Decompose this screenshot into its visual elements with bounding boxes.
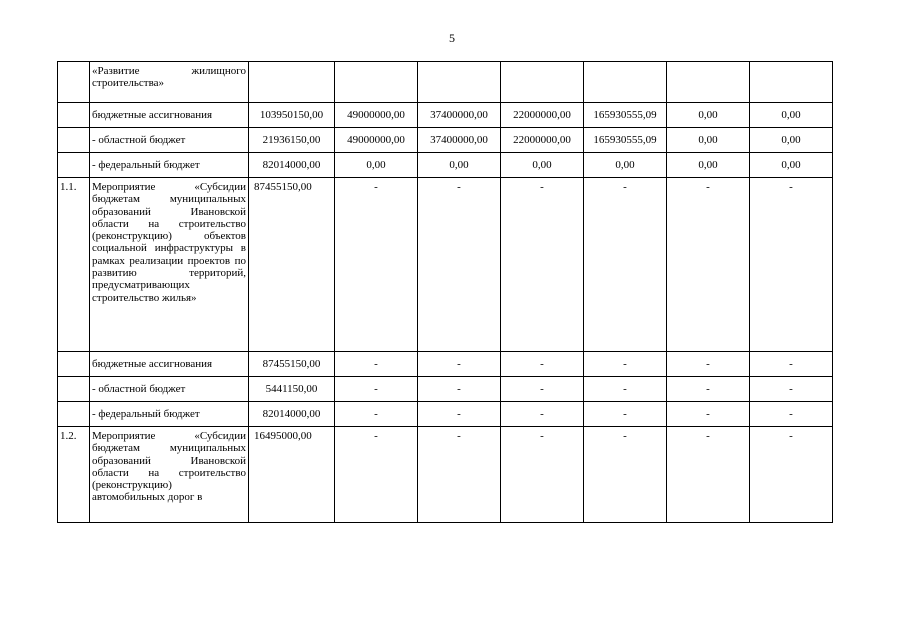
table-row (58, 377, 833, 402)
value-cell: 87455150,00 (249, 178, 335, 352)
value-cell: - (750, 402, 833, 427)
table-row (58, 178, 833, 352)
value-cell: - (501, 178, 584, 352)
value-cell: 0,00 (335, 153, 418, 178)
value-cell: 16495000,00 (249, 427, 335, 523)
value-cell: - (750, 377, 833, 402)
row-number (58, 402, 90, 427)
value-cell (750, 62, 833, 103)
row-number: 1.2. (58, 427, 90, 523)
value-cell: 22000000,00 (501, 103, 584, 128)
row-number (58, 153, 90, 178)
value-cell: 82014000,00 (249, 153, 335, 178)
row-name: бюджетные ассигнования (90, 352, 249, 377)
value-cell (501, 62, 584, 103)
value-cell: - (418, 178, 501, 352)
value-cell: 37400000,00 (418, 128, 501, 153)
value-cell: 87455150,00 (249, 352, 335, 377)
value-cell: - (335, 427, 418, 523)
value-cell: - (501, 402, 584, 427)
row-number (58, 103, 90, 128)
value-cell: - (750, 178, 833, 352)
row-name: - областной бюджет (90, 377, 249, 402)
value-cell: - (335, 377, 418, 402)
value-cell: 0,00 (750, 153, 833, 178)
value-cell: - (750, 352, 833, 377)
row-name: - федеральный бюджет (90, 153, 249, 178)
value-cell: - (501, 377, 584, 402)
value-cell: 165930555,09 (584, 103, 667, 128)
value-cell: 21936150,00 (249, 128, 335, 153)
value-cell: - (584, 402, 667, 427)
value-cell: - (667, 427, 750, 523)
value-cell: 82014000,00 (249, 402, 335, 427)
table-row (58, 153, 833, 178)
value-cell: 0,00 (667, 103, 750, 128)
row-name: - федеральный бюджет (90, 402, 249, 427)
table-row (58, 427, 833, 523)
value-cell: 22000000,00 (501, 128, 584, 153)
table-row (58, 62, 833, 103)
value-cell: 0,00 (418, 153, 501, 178)
value-cell: - (667, 178, 750, 352)
table-row (58, 103, 833, 128)
budget-table (57, 61, 833, 523)
table-row (58, 352, 833, 377)
value-cell: 49000000,00 (335, 128, 418, 153)
row-number (58, 128, 90, 153)
value-cell: - (501, 427, 584, 523)
value-cell: - (667, 402, 750, 427)
value-cell: - (418, 377, 501, 402)
value-cell: - (667, 352, 750, 377)
row-number (58, 377, 90, 402)
value-cell: 37400000,00 (418, 103, 501, 128)
value-cell: 0,00 (667, 128, 750, 153)
value-cell: - (335, 178, 418, 352)
value-cell: 0,00 (584, 153, 667, 178)
value-cell: - (584, 377, 667, 402)
table-row (58, 128, 833, 153)
row-number (58, 352, 90, 377)
value-cell: 0,00 (750, 128, 833, 153)
row-number (58, 62, 90, 103)
value-cell: - (584, 178, 667, 352)
row-name: Мероприятие «Субсидии бюджетам муниципальных образований Ивановской области на строительство (реконструкцию) объектов социальной инфраструктуры в рамках реализации проектов по развитию территорий, предусматривающих строительство жилья» (90, 178, 249, 352)
row-name: Мероприятие «Субсидии бюджетам муниципальных образований Ивановской области на строительство (реконструкцию) автомобильных дорог в (90, 427, 249, 523)
value-cell (249, 62, 335, 103)
value-cell: - (335, 352, 418, 377)
value-cell (667, 62, 750, 103)
row-number: 1.1. (58, 178, 90, 352)
value-cell: - (418, 402, 501, 427)
value-cell: 49000000,00 (335, 103, 418, 128)
value-cell: - (418, 352, 501, 377)
value-cell: - (418, 427, 501, 523)
row-name: «Развитие жилищного строительства» (90, 62, 249, 103)
value-cell (335, 62, 418, 103)
row-name: бюджетные ассигнования (90, 103, 249, 128)
value-cell: - (584, 352, 667, 377)
value-cell: 165930555,09 (584, 128, 667, 153)
value-cell: 0,00 (750, 103, 833, 128)
value-cell: - (584, 427, 667, 523)
value-cell: 103950150,00 (249, 103, 335, 128)
value-cell: - (501, 352, 584, 377)
value-cell: - (750, 427, 833, 523)
value-cell (584, 62, 667, 103)
value-cell: - (335, 402, 418, 427)
table-row (58, 402, 833, 427)
value-cell: 0,00 (501, 153, 584, 178)
page-number: 5 (449, 31, 455, 45)
value-cell: 0,00 (667, 153, 750, 178)
row-name: - областной бюджет (90, 128, 249, 153)
value-cell: - (667, 377, 750, 402)
value-cell (418, 62, 501, 103)
value-cell: 5441150,00 (249, 377, 335, 402)
